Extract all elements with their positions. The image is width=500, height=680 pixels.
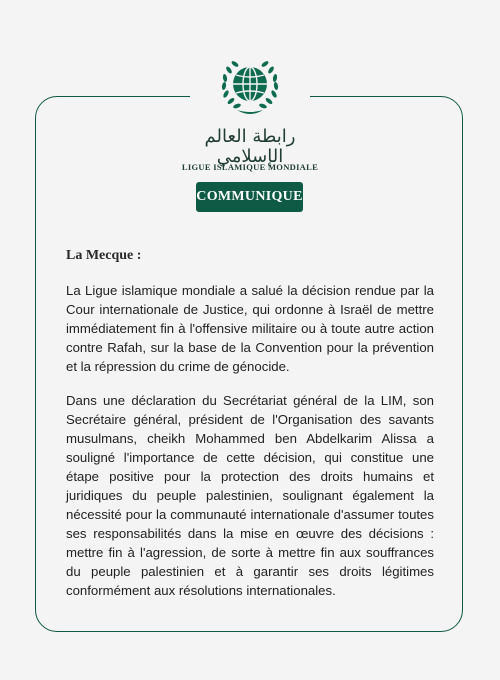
org-name: LIGUE ISLAMIQUE MONDIALE bbox=[181, 162, 319, 172]
location-heading: La Mecque : bbox=[66, 248, 142, 263]
paragraph-2: Dans une déclaration du Secrétariat général de la LIM, son Secrétaire général, président de l'Organisation des savants musulmans, cheikh Mohammed ben Abdelkarim Alissa a souligné l'importance de cette décision, qui constitue une étape positive pour la protection des droits humains et juridiques du peuple palestinien, soulignant également la nécessité pour la communauté internationale d'assumer toutes ses responsabilités dans la mise en œuvre des décisions : mettre fin à l'agression, de sorte à mettre fin aux souffrances du peuple palestinien et à garantir ses droits légitimes conformément aux résolutions internationales. bbox=[66, 393, 434, 598]
arabic-org-name: رابطة العالم الإسلامي bbox=[204, 126, 296, 167]
globe-emblem-icon bbox=[217, 54, 283, 120]
paragraph-1: La Ligue islamique mondiale a salué la décision rendue par la Cour internationale de Justice, qui ordonne à Israël de mettre immédiatement fin à l'offensive militaire ou à toute autre action contre Rafah, sur la base de la Convention pour la prévention et la répression du crime de génocide. bbox=[66, 283, 434, 374]
communique-badge: COMMUNIQUE bbox=[196, 182, 303, 212]
